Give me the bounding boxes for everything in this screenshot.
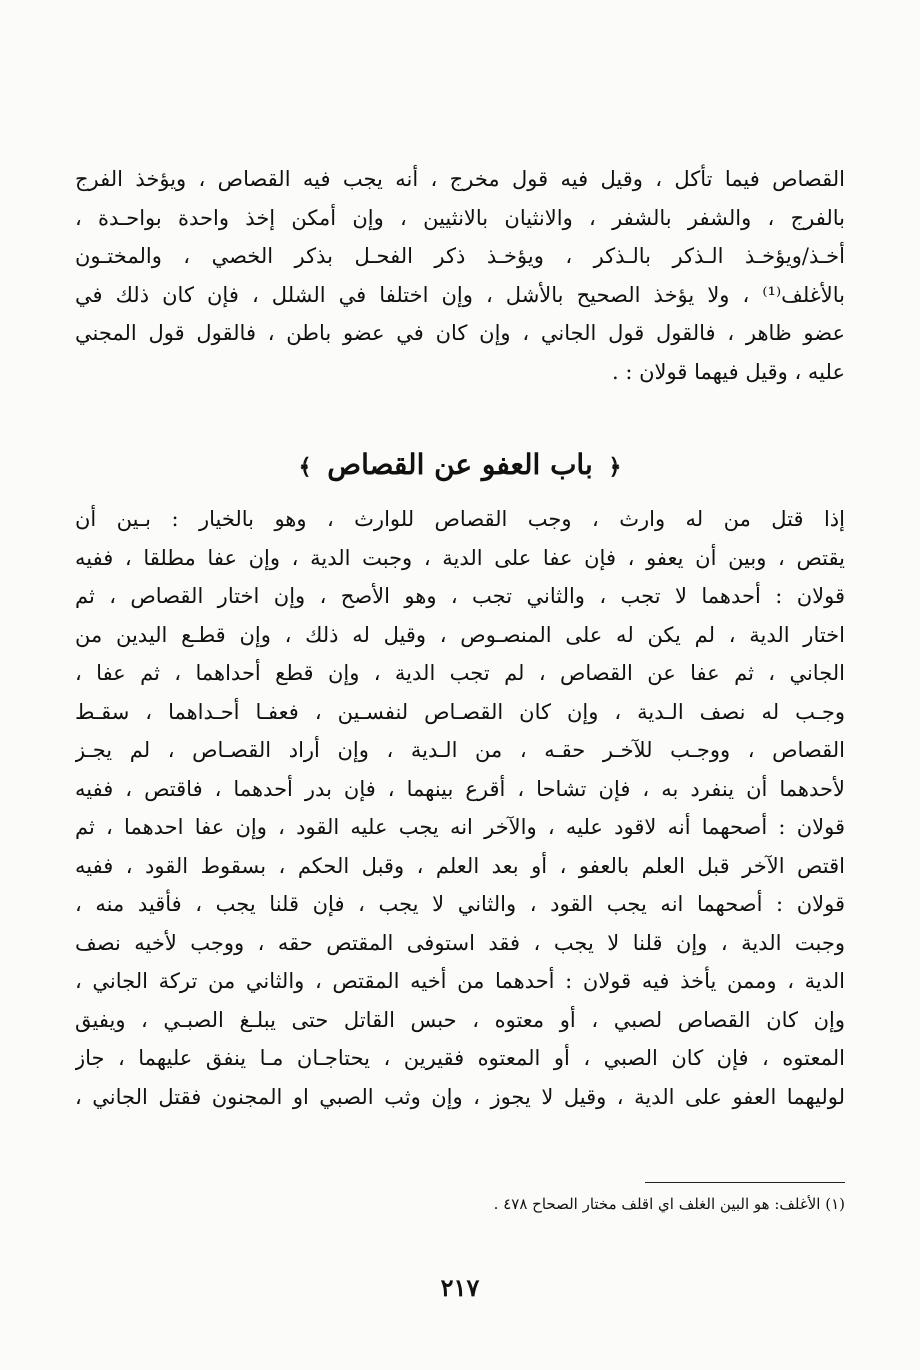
text-line: اقتص الآخر قبل العلم بالعفو ، أو بعد العلم ، وقبل الحكم ، بسقوط القود ، ففيه — [75, 853, 845, 878]
footnote-separator — [645, 1182, 845, 1183]
text-line: بالأغلف⁽¹⁾ ، ولا يؤخذ الصحيح بالأشل ، وإن اختلفا في الشلل ، فإن كان ذلك في — [75, 282, 845, 307]
text-line: قولان : أصحهما أنه لاقود عليه ، والآخر انه يجب عليه القود ، وإن عفا احدهما ، ثم — [75, 815, 845, 839]
text-line: قولان : أحدهما لا تجب ، والثاني تجب ، وهو الأصح ، وإن اختار القصاص ، ثم — [75, 584, 845, 608]
text-line: لأحدهما أن ينفرد به ، فإن تشاحا ، أقرع بينهما ، فإن بدر أحدهما ، فاقتص ، ففيه — [75, 776, 845, 801]
footnote: (١) الأغلف: هو البين الغلف اي اقلف مختار الصحاح ٤٧٨ . — [493, 1195, 845, 1213]
text-line: عليه ، وقيل فيهما قولان : . — [612, 359, 845, 384]
paragraph-1 — [75, 160, 845, 391]
text-line: القصاص فيما تأكل ، وقيل فيه قول مخرج ، أنه يجب فيه القصاص ، ويؤخذ الفرج — [75, 167, 845, 191]
text-line: الجاني ، ثم عفا عن القصاص ، لم تجب الدية ، وإن قطع أحداهما ، ثم عفا ، — [75, 661, 845, 685]
chapter-heading — [0, 442, 920, 490]
text-line: وجـب له نصف الـدية ، وإن كان القصـاص لنفسـين ، فعفـا أحـداهما ، سقـط — [75, 699, 845, 724]
text-line: قولان : أصحهما انه يجب القود ، والثاني لا يجب ، فإن قلنا يجب ، فأقيد منه ، — [75, 892, 845, 916]
paragraph-2 — [75, 500, 845, 1116]
text-line: أخـذ/ويؤخـذ الـذكر بالـذكر ، ويؤخـذ ذكر الفحـل بذكر الخصي ، والمختـون — [75, 244, 845, 268]
text-line: وإن كان القصاص لصبي ، أو معتوه ، حبس القاتل حتى يبلـغ الصبـي ، ويفيق — [75, 1007, 845, 1032]
text-line: القصاص ، ووجـب للآخـر حقـه ، من الـدية ، وإن أراد القصـاص ، لم يجـز — [75, 738, 845, 762]
text-line: وجبت الدية ، وإن قلنا لا يجب ، فقد استوفى المقتص حقه ، ووجب لأخيه نصف — [75, 930, 845, 955]
chapter-title: باب العفو عن القصاص — [327, 448, 593, 481]
text-line: يقتص ، وبين أن يعفو ، فإن عفا على الدية ، وجبت الدية ، وإن عفا مطلقا ، ففيه — [75, 545, 845, 570]
text-line: اختار الدية ، لم يكن له على المنصـوص ، وقيل له ذلك ، وإن قطـع اليدين من — [75, 622, 845, 647]
text-line: بالفرج ، والشفر بالشفر ، والانثيان بالانثيين ، وإن أمكن إخذ واحدة بواحـدة ، — [75, 205, 845, 230]
text-line: المعتوه ، فإن كان الصبي ، أو المعتوه فقيرين ، يحتاجـان مـا ينفق عليهما ، جاز — [75, 1046, 845, 1070]
text-line: عضو ظاهر ، فالقول قول الجاني ، وإن كان في عضو باطن ، فالقول قول المجني — [75, 321, 845, 345]
text-line: إذا قتل من له وارث ، وجب القصاص للوارث ، وهو بالخيار : بـين أن — [75, 507, 845, 531]
ornament-close: ﴾ — [298, 454, 312, 480]
text-line: الدية ، وممن يأخذ فيه قولان : أحدهما من أخيه المقتص ، والثاني من تركة الجاني ، — [75, 969, 845, 993]
text-line: لوليهما العفو على الدية ، وقيل لا يجوز ، وإن وثب الصبي او المجنون فقتل الجاني ، — [75, 1084, 845, 1109]
page-number: ٢١٧ — [440, 1273, 480, 1302]
ornament-open: ﴿ — [608, 454, 622, 480]
